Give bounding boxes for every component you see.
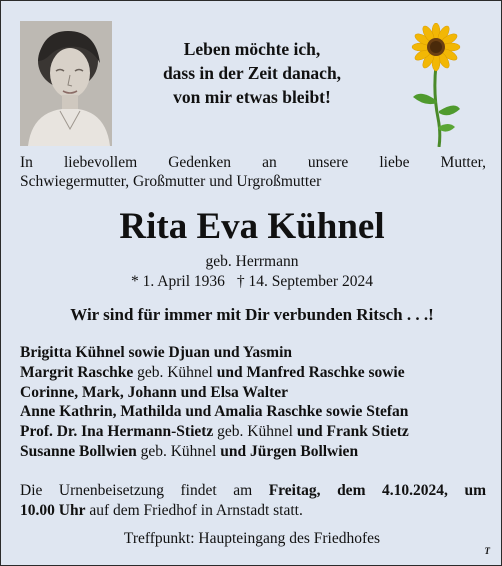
dedication-line: Schwiegermutter, Großmutter und Urgroßmutter	[20, 173, 322, 190]
birth-name: geb. Herrmann	[205, 253, 299, 270]
life-dates	[1, 272, 502, 291]
funeral-line	[20, 481, 486, 501]
mourner-name: Brigitta Kühnel sowie Djuan und Yasmin	[20, 344, 293, 361]
mourner-name: Susanne Bollwien	[20, 442, 137, 460]
mourner-row	[20, 422, 490, 442]
mourners-list	[20, 343, 490, 462]
sunflower-icon	[411, 23, 461, 147]
farewell-line: Wir sind für immer mit Dir verbunden Ritsch . . .!	[70, 305, 434, 324]
mourner-name: Corinne, Mark, Johann und Elsa Walter	[20, 383, 288, 401]
mourner-row	[20, 383, 490, 403]
dedication-text	[20, 153, 486, 191]
portrait-illustration	[20, 21, 112, 146]
mourner-name: Prof. Dr. Ina Hermann-Stietz	[20, 423, 214, 441]
death-date: † 14. September 2024	[236, 273, 373, 290]
mourner-note: geb. Kühnel	[213, 423, 297, 441]
meeting-point: Treffpunkt: Haupteingang des Friedhofes	[123, 530, 381, 547]
mourner-name: und Jürgen Bollwien	[220, 442, 359, 460]
funeral-time: 10.00 Uhr	[20, 501, 86, 519]
dedication-line: In liebevollem Gedenken an unsere liebe Mutter,	[20, 154, 486, 171]
funeral-date: Freitag, dem 4.10.2024, um	[268, 482, 486, 499]
mourner-note: geb. Kühnel	[136, 442, 221, 460]
mourner-name: und Frank Stietz	[296, 423, 409, 441]
mourner-row	[20, 363, 490, 383]
publisher-mark: T	[484, 546, 490, 556]
mourner-row	[20, 402, 490, 422]
deceased-name: Rita Eva Kühnel	[119, 206, 385, 247]
mourner-row	[20, 343, 490, 363]
funeral-info	[20, 481, 486, 520]
mourner-name: Anne Kathrin, Mathilda und Amalia Raschke sowie Stefan	[20, 403, 409, 421]
funeral-line	[20, 501, 486, 521]
mourner-row	[20, 442, 490, 462]
mourner-note: geb. Kühnel	[133, 363, 217, 381]
birth-date: * 1. April 1936	[131, 273, 225, 290]
motto-line: Leben möchte ich,	[183, 39, 321, 59]
mourner-name: Margrit Raschke	[20, 363, 134, 381]
portrait-photo	[20, 21, 112, 146]
motto-line: von mir etwas bleibt!	[173, 87, 331, 107]
funeral-place: auf dem Friedhof in Arnstadt statt.	[85, 501, 303, 519]
motto-verse	[129, 37, 375, 109]
motto-line: dass in der Zeit danach,	[162, 63, 342, 83]
funeral-intro: Die Urnenbeisetzung findet am	[20, 482, 253, 499]
mourner-name: und Manfred Raschke sowie	[216, 363, 405, 381]
